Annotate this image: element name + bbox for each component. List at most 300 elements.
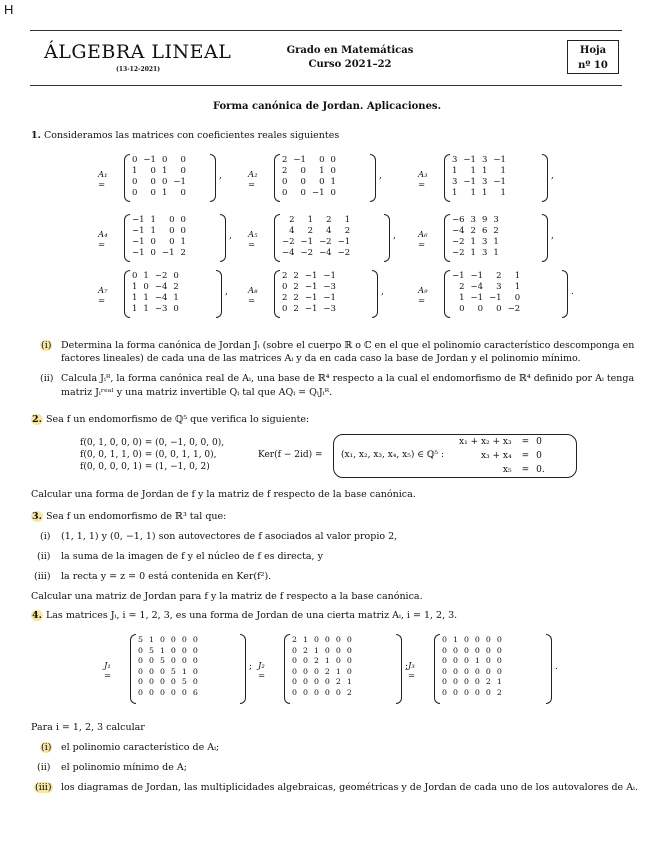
ex3-item-iii-text: la recta y = z = 0 está contenida en Ker(f²). <box>61 571 272 582</box>
matrix-cell: 2 <box>173 282 179 292</box>
matrix-entries <box>129 271 182 315</box>
matrix-cell: 0 <box>192 656 198 665</box>
matrix-left-bracket <box>124 214 130 262</box>
matrix-label: A₅ = <box>248 230 258 250</box>
matrix-cell: 1 <box>481 188 488 198</box>
ex3-item-i-text: (1, 1, 1) y (0, −1, 1) son autovectores de f asociados al valor propio 2, <box>61 531 398 542</box>
matrix-left-bracket <box>274 214 280 262</box>
ex3-conclusion: Calcular una matriz de Jordan para f y la matriz de f respecto a la base canónica. <box>31 591 423 602</box>
ex4-item-ii-label: (ii) <box>37 762 51 773</box>
page-heading: Forma canónica de Jordan. Aplicaciones. <box>212 101 442 112</box>
matrix-cell: 0 <box>463 666 469 676</box>
matrix-cell: 0 <box>192 635 198 644</box>
matrix-cell: 0 <box>181 645 187 655</box>
matrix-cell: 0 <box>442 687 447 697</box>
matrix-cell: 0 <box>161 155 168 165</box>
matrix-cell: 2 <box>282 155 288 165</box>
matrix-cell: 1 <box>346 677 352 686</box>
matrix-label: A₇ = <box>98 286 108 306</box>
matrix-cell: −1 <box>161 248 175 258</box>
matrix-cell: 4 <box>289 226 295 236</box>
matrix-label: A₁ = <box>98 170 108 190</box>
matrix-cell: 3 <box>493 215 499 225</box>
ex1-item-i-line1: Determina la forma canónica de Jordan Jᵢ (sobre el cuerpo ℝ o ℂ en el que el polinomio característico descomponga en <box>61 340 635 351</box>
matrix-cell: 0 <box>463 635 469 644</box>
ex2-ker-label: Ker(f − 2id) = <box>258 450 323 460</box>
matrix-cell: 0 <box>132 155 138 165</box>
matrix-cell: 5 <box>138 635 143 644</box>
matrix-cell: 0 <box>442 635 447 644</box>
matrix-punctuation: ; <box>249 662 253 672</box>
matrix-cell: 1 <box>514 271 521 281</box>
ex2-equations <box>80 437 224 473</box>
matrix-cell: 1 <box>459 293 465 303</box>
matrix-cell: 2 <box>335 677 341 686</box>
exercise-1-number: 1. <box>31 130 41 141</box>
matrix-cell: −1 <box>132 226 145 236</box>
matrix-cell: 0 <box>138 677 143 686</box>
matrix-cell: 0 <box>335 656 341 665</box>
matrix-cell: 0 <box>330 188 336 198</box>
matrix-cell: 2 <box>180 248 186 258</box>
matrix-cell: 1 <box>474 656 480 665</box>
ex1-item-ii-line1: Calcula Jᵢᴿ, la forma canónica real de Aᵢ, una base de ℝ⁴ respecto a la cual el endomorfismo de ℝ⁴ definido por Aᵢ tenga <box>61 373 635 384</box>
matrix-cell: 0 <box>148 687 154 697</box>
matrix-cell: 0 <box>170 635 176 644</box>
matrix-cell: 0 <box>159 635 165 644</box>
matrix-cell: −2 <box>319 237 332 247</box>
matrix-cell: 1 <box>470 188 476 198</box>
matrix-cell: 1 <box>143 293 149 303</box>
matrix-cell: 0 <box>143 282 149 292</box>
matrix-right-bracket <box>396 634 402 704</box>
matrix-cell: 0 <box>173 304 179 314</box>
matrix-cell: 0 <box>324 645 330 655</box>
matrix-cell: 0 <box>346 666 352 676</box>
matrix-cell: 0 <box>442 645 447 655</box>
matrix-cell: 0 <box>282 188 288 198</box>
matrix-cell: 0 <box>138 645 143 655</box>
matrix-cell: 1 <box>335 666 341 676</box>
matrix-cell: −1 <box>173 177 186 187</box>
matrix-cell: 0 <box>138 687 143 697</box>
matrix-right-bracket <box>240 634 246 704</box>
ex2-set-element: (x₁, x₂, x₃, x₄, x₅) ∈ ℚ⁵ : <box>341 450 445 460</box>
ex2-sys-eq: = <box>521 465 530 475</box>
matrix-cell: −1 <box>304 304 318 314</box>
matrix-cell: 0 <box>181 635 187 644</box>
matrix-cell: 0 <box>477 304 484 314</box>
course-date: (13-12-2021) <box>116 66 161 73</box>
matrix-cell: 1 <box>452 635 458 644</box>
matrix-cell: 0 <box>324 687 330 697</box>
matrix-cell: 2 <box>346 687 352 697</box>
matrix-cell: −1 <box>493 177 506 187</box>
matrix-cell: 1 <box>173 293 179 303</box>
matrix-cell: −1 <box>337 237 351 247</box>
matrix-cell: 0 <box>313 666 319 676</box>
matrix-cell: 0 <box>161 177 168 187</box>
exercise-4-intro <box>31 609 457 622</box>
matrix-cell: 2 <box>289 215 295 225</box>
degree-name: Grado en Matemáticas <box>286 45 414 56</box>
matrix-left-bracket <box>444 270 450 318</box>
matrix-cell: −1 <box>470 271 484 281</box>
matrix-punctuation: , <box>393 231 396 241</box>
ex4-item-i-label-mark: (i) <box>41 742 52 753</box>
exercise-3-number: 3. <box>32 511 42 522</box>
matrix-cell: −1 <box>452 271 465 281</box>
matrix-cell: 0 <box>463 677 469 686</box>
matrix-cell: 0 <box>452 677 458 686</box>
matrix-cell: 0 <box>300 166 306 176</box>
matrix-cell: −1 <box>132 237 145 247</box>
matrix-cell: 0 <box>514 293 521 303</box>
matrix-cell: 0 <box>300 177 306 187</box>
matrix-cell: 3 <box>452 155 458 165</box>
sheet-number: nº 10 <box>578 60 608 71</box>
matrix-cell: 0 <box>496 656 502 665</box>
matrix-cell: 1 <box>307 215 314 225</box>
exercise-2-number: 2. <box>32 414 42 425</box>
matrix-cell: 0 <box>292 666 297 676</box>
matrix-cell: 2 <box>485 677 491 686</box>
matrix-cell: 1 <box>330 177 336 187</box>
matrix-cell: 1 <box>319 166 325 176</box>
matrix-cell: 1 <box>132 282 138 292</box>
ex3-item-i-label: (i) <box>40 531 51 542</box>
matrix-cell: 0 <box>496 304 502 314</box>
ex2-sys-lhs: x₃ + x₄ <box>480 451 512 461</box>
ex1-item-i-line2: factores lineales) de cada una de las matrices Aᵢ y da en cada caso la base de Jordan y el polinomio mínimo. <box>61 353 581 364</box>
matrix-entries <box>449 155 509 199</box>
matrix-cell: 0 <box>150 237 156 247</box>
matrix-right-bracket <box>542 214 548 262</box>
matrix-cell: 0 <box>452 656 458 665</box>
matrix-cell: 0 <box>282 304 288 314</box>
matrix-cell: −1 <box>132 215 145 225</box>
matrix-cell: 2 <box>326 215 332 225</box>
exercise-3-intro <box>31 510 226 523</box>
ex3-item-ii-text: la suma de la imagen de f y el núcleo de f es directa, y <box>61 551 323 562</box>
matrix-cell: 0 <box>138 656 143 665</box>
matrix-cell: 4 <box>326 226 332 236</box>
matrix-cell: 0 <box>463 656 469 665</box>
ex3-item-iii-label: (iii) <box>34 571 51 582</box>
matrix-entries <box>279 155 339 199</box>
matrix-cell: 0 <box>169 226 175 236</box>
matrix-cell: 0 <box>282 177 288 187</box>
matrix-cell: −4 <box>282 248 295 258</box>
matrix-cell: 0 <box>180 166 186 176</box>
matrix-cell: 6 <box>481 226 488 236</box>
matrix-punctuation: , <box>551 171 554 181</box>
matrix-cell: 2 <box>344 226 351 236</box>
matrix-cell: −2 <box>507 304 521 314</box>
matrix-cell: 1 <box>324 656 330 665</box>
matrix-cell: −1 <box>293 155 306 165</box>
ex2-eq-1: f(0, 1, 0, 0, 0) = (0, −1, 0, 0, 0), <box>80 438 225 448</box>
matrix-left-bracket <box>444 214 450 262</box>
ex2-eq-3: f(0, 0, 0, 0, 1) = (1, −1, 0, 2) <box>80 462 210 472</box>
matrix-cell: 0 <box>170 656 176 665</box>
matrix-cell: 0 <box>474 645 480 655</box>
matrix-right-bracket <box>546 634 552 704</box>
matrix-cell: 0 <box>148 656 154 665</box>
matrix-cell: 3 <box>452 177 458 187</box>
matrix-cell: 0 <box>324 677 330 686</box>
matrix-cell: −1 <box>143 155 156 165</box>
matrix-cell: −4 <box>470 282 484 292</box>
matrix-cell: −1 <box>323 271 336 281</box>
matrix-cell: 0 <box>302 687 308 697</box>
matrix-punctuation: , <box>379 171 382 181</box>
matrix-cell: 0 <box>496 666 502 676</box>
matrix-cell: 0 <box>463 645 469 655</box>
matrix-cell: 0 <box>452 645 458 655</box>
matrix-label: A₄ = <box>98 230 108 250</box>
course-year: Curso 2021–22 <box>308 59 392 70</box>
matrix-cell: 2 <box>324 666 330 676</box>
sheet-box <box>567 40 619 74</box>
matrix-cell: −1 <box>311 188 325 198</box>
exercise-1-text: Consideramos las matrices con coeficientes reales siguientes <box>43 130 340 141</box>
matrix-entries <box>439 635 505 698</box>
matrix-cell: 1 <box>132 293 138 303</box>
matrix-punctuation: , <box>219 171 222 181</box>
matrix-cell: 5 <box>159 656 165 665</box>
matrix-cell: 0 <box>313 635 319 644</box>
matrix-cell: 0 <box>300 188 306 198</box>
matrix-punctuation: , <box>551 231 554 241</box>
matrix-cell: 0 <box>442 656 447 665</box>
matrix-cell: 0 <box>346 656 352 665</box>
matrix-cell: 0 <box>302 656 308 665</box>
ex4-prompt: Para i = 1, 2, 3 calcular <box>31 722 145 733</box>
matrix-cell: 1 <box>514 282 521 292</box>
ex2-sys-rhs: 0 <box>536 451 542 461</box>
matrix-cell: 1 <box>500 188 506 198</box>
matrix-cell: 0 <box>496 635 502 644</box>
matrix-left-bracket <box>274 154 280 202</box>
matrix-cell: 1 <box>150 215 156 225</box>
matrix-punctuation: , <box>225 287 228 297</box>
matrix-cell: 3 <box>470 215 476 225</box>
ex1-item-ii-line2: matriz Jᵢʳᵉᵃˡ y una matriz invertible Qᵢ tal que AQᵢ = QᵢJᵢᴿ. <box>61 387 333 398</box>
matrix-cell: 1 <box>132 166 138 176</box>
matrix-cell: 1 <box>180 237 186 247</box>
matrix-cell: 2 <box>293 271 299 281</box>
matrix-cell: 1 <box>493 248 499 258</box>
matrix-cell: 0 <box>496 645 502 655</box>
matrix-cell: 0 <box>159 677 165 686</box>
ex4-item-iii-label <box>34 781 53 794</box>
matrix-cell: 0 <box>459 304 465 314</box>
matrix-cell: 2 <box>307 226 314 236</box>
matrix-cell: 3 <box>496 282 502 292</box>
matrix-cell: 1 <box>161 188 168 198</box>
exercise-4-text: Las matrices Jᵢ, i = 1, 2, 3, es una forma de Jordan de una cierta matriz Aᵢ, i = 1, 2, 3. <box>45 610 458 621</box>
matrix-cell: 0 <box>170 687 176 697</box>
matrix-cell: 0 <box>335 645 341 655</box>
matrix-cell: 0 <box>181 687 187 697</box>
ex2-sys-lhs: x₅ <box>502 465 512 475</box>
ex2-conclusion: Calcular una forma de Jordan de f y la matriz de f respecto de la base canónica. <box>31 489 416 500</box>
matrix-cell: 0 <box>169 215 175 225</box>
matrix-cell: 0 <box>474 635 480 644</box>
matrix-right-bracket <box>220 214 226 262</box>
matrix-cell: −1 <box>323 293 336 303</box>
matrix-right-bracket <box>372 270 378 318</box>
matrix-cell: 0 <box>335 687 341 697</box>
matrix-cell: 0 <box>463 687 469 697</box>
ex2-sys-rhs: 0. <box>536 465 545 475</box>
matrix-cell: 1 <box>470 166 476 176</box>
matrix-cell: −1 <box>470 293 484 303</box>
matrix-left-bracket <box>434 634 440 704</box>
matrix-cell: 2 <box>282 293 288 303</box>
ex2-sys-rhs: 0 <box>536 437 542 447</box>
ex1-item-i <box>40 339 52 352</box>
matrix-cell: 1 <box>143 304 149 314</box>
matrix-cell: 5 <box>170 666 176 676</box>
matrix-cell: 0 <box>132 188 138 198</box>
matrix-cell: −3 <box>154 304 168 314</box>
matrix-label: J₁ = <box>104 661 112 681</box>
matrix-cell: 0 <box>302 666 308 676</box>
matrix-cell: 0 <box>132 271 138 281</box>
degree-info <box>280 44 420 72</box>
header-bottom-rule <box>30 85 622 86</box>
matrix-entries <box>129 215 189 259</box>
matrix-cell: 3 <box>481 155 488 165</box>
matrix-entries <box>279 271 339 315</box>
sheet-label: Hoja <box>579 45 607 56</box>
matrix-cell: 2 <box>313 656 319 665</box>
matrix-cell: 0 <box>346 635 352 644</box>
ex4-item-i-label <box>40 741 52 754</box>
exercise-1-intro <box>31 129 339 142</box>
ex4-item-i-text: el polinomio característico de Aᵢ; <box>61 742 220 753</box>
matrix-left-bracket <box>284 634 290 704</box>
matrix-cell: 0 <box>313 687 319 697</box>
matrix-cell: 2 <box>293 304 299 314</box>
matrix-entries <box>449 215 502 259</box>
matrix-right-bracket <box>216 270 222 318</box>
matrix-label: A₆ = <box>418 230 428 250</box>
ex1-item-i-label: (i) <box>41 340 52 351</box>
matrix-cell: 0 <box>181 656 187 665</box>
matrix-cell: 0 <box>292 645 297 655</box>
matrix-cell: 3 <box>481 237 488 247</box>
matrix-cell: 0 <box>485 666 491 676</box>
matrix-cell: −4 <box>154 282 168 292</box>
matrix-cell: 0 <box>180 215 186 225</box>
matrix-cell: 2 <box>293 282 299 292</box>
matrix-entries <box>135 635 201 698</box>
matrix-cell: 2 <box>493 226 499 236</box>
matrix-punctuation: , <box>381 287 384 297</box>
matrix-cell: 0 <box>170 645 176 655</box>
matrix-cell: 0 <box>292 687 297 697</box>
matrix-cell: 0 <box>319 155 325 165</box>
matrix-cell: 0 <box>452 687 458 697</box>
matrix-cell: 0 <box>150 188 156 198</box>
matrix-cell: −2 <box>337 248 351 258</box>
matrix-cell: 1 <box>481 166 488 176</box>
matrix-cell: −4 <box>319 248 332 258</box>
matrix-cell: 0 <box>335 635 341 644</box>
matrix-cell: −1 <box>489 293 502 303</box>
matrix-entries <box>279 215 353 259</box>
matrix-cell: 6 <box>192 687 198 697</box>
matrix-cell: 0 <box>319 177 325 187</box>
matrix-cell: 1 <box>500 166 506 176</box>
matrix-label: A₈ = <box>248 286 258 306</box>
matrix-right-bracket <box>384 214 390 262</box>
matrix-cell: −3 <box>323 304 336 314</box>
matrix-cell: 0 <box>150 248 156 258</box>
ex4-item-iii-text: los diagramas de Jordan, las multiplicidades algebraicas, geométricas y de Jordan de cada uno de los autovalores de Aᵢ. <box>61 782 638 793</box>
matrix-punctuation: . <box>571 287 574 297</box>
matrix-label: A₉ = <box>418 286 428 306</box>
matrix-cell: −2 <box>282 237 295 247</box>
matrix-cell: 2 <box>459 282 465 292</box>
ex1-item-ii-label: (ii) <box>40 373 54 384</box>
matrix-cell: 0 <box>313 677 319 686</box>
matrix-cell: 3 <box>481 248 488 258</box>
matrix-cell: 9 <box>481 215 488 225</box>
matrix-cell: 0 <box>442 677 447 686</box>
matrix-cell: 0 <box>159 666 165 676</box>
ex4-item-iii-label-mark: (iii) <box>35 782 52 793</box>
matrix-right-bracket <box>542 154 548 202</box>
matrix-punctuation: , <box>229 231 232 241</box>
matrix-cell: 0 <box>485 645 491 655</box>
matrix-cell: 1 <box>470 248 476 258</box>
matrix-cell: 0 <box>346 645 352 655</box>
header-top-rule <box>30 30 622 31</box>
matrix-cell: −1 <box>304 282 318 292</box>
ex2-system <box>455 435 546 477</box>
matrix-cell: 1 <box>302 635 308 644</box>
matrix-cell: 1 <box>344 215 351 225</box>
matrix-cell: 1 <box>470 237 476 247</box>
matrix-cell: −1 <box>304 271 318 281</box>
matrix-cell: 0 <box>148 666 154 676</box>
matrix-cell: 2 <box>496 687 502 697</box>
matrix-cell: 0 <box>192 677 198 686</box>
matrix-cell: 2 <box>292 635 297 644</box>
matrix-label: A₂ = <box>248 170 258 190</box>
matrix-cell: −4 <box>154 293 168 303</box>
matrix-cell: 0 <box>150 166 156 176</box>
course-title: ÁLGEBRA LINEAL <box>44 41 232 63</box>
matrix-entries <box>129 155 189 199</box>
matrix-cell: 0 <box>292 656 297 665</box>
matrix-label: J₂ = <box>258 661 266 681</box>
matrix-cell: 0 <box>180 188 186 198</box>
exercise-2-intro <box>31 413 309 426</box>
corner-letter: H <box>4 2 14 17</box>
matrix-cell: 5 <box>148 645 154 655</box>
matrix-left-bracket <box>130 634 136 704</box>
matrix-cell: 0 <box>302 677 308 686</box>
matrix-cell: 2 <box>470 226 476 236</box>
matrix-entries <box>289 635 355 698</box>
matrix-cell: 0 <box>485 656 491 665</box>
matrix-cell: 0 <box>169 237 175 247</box>
